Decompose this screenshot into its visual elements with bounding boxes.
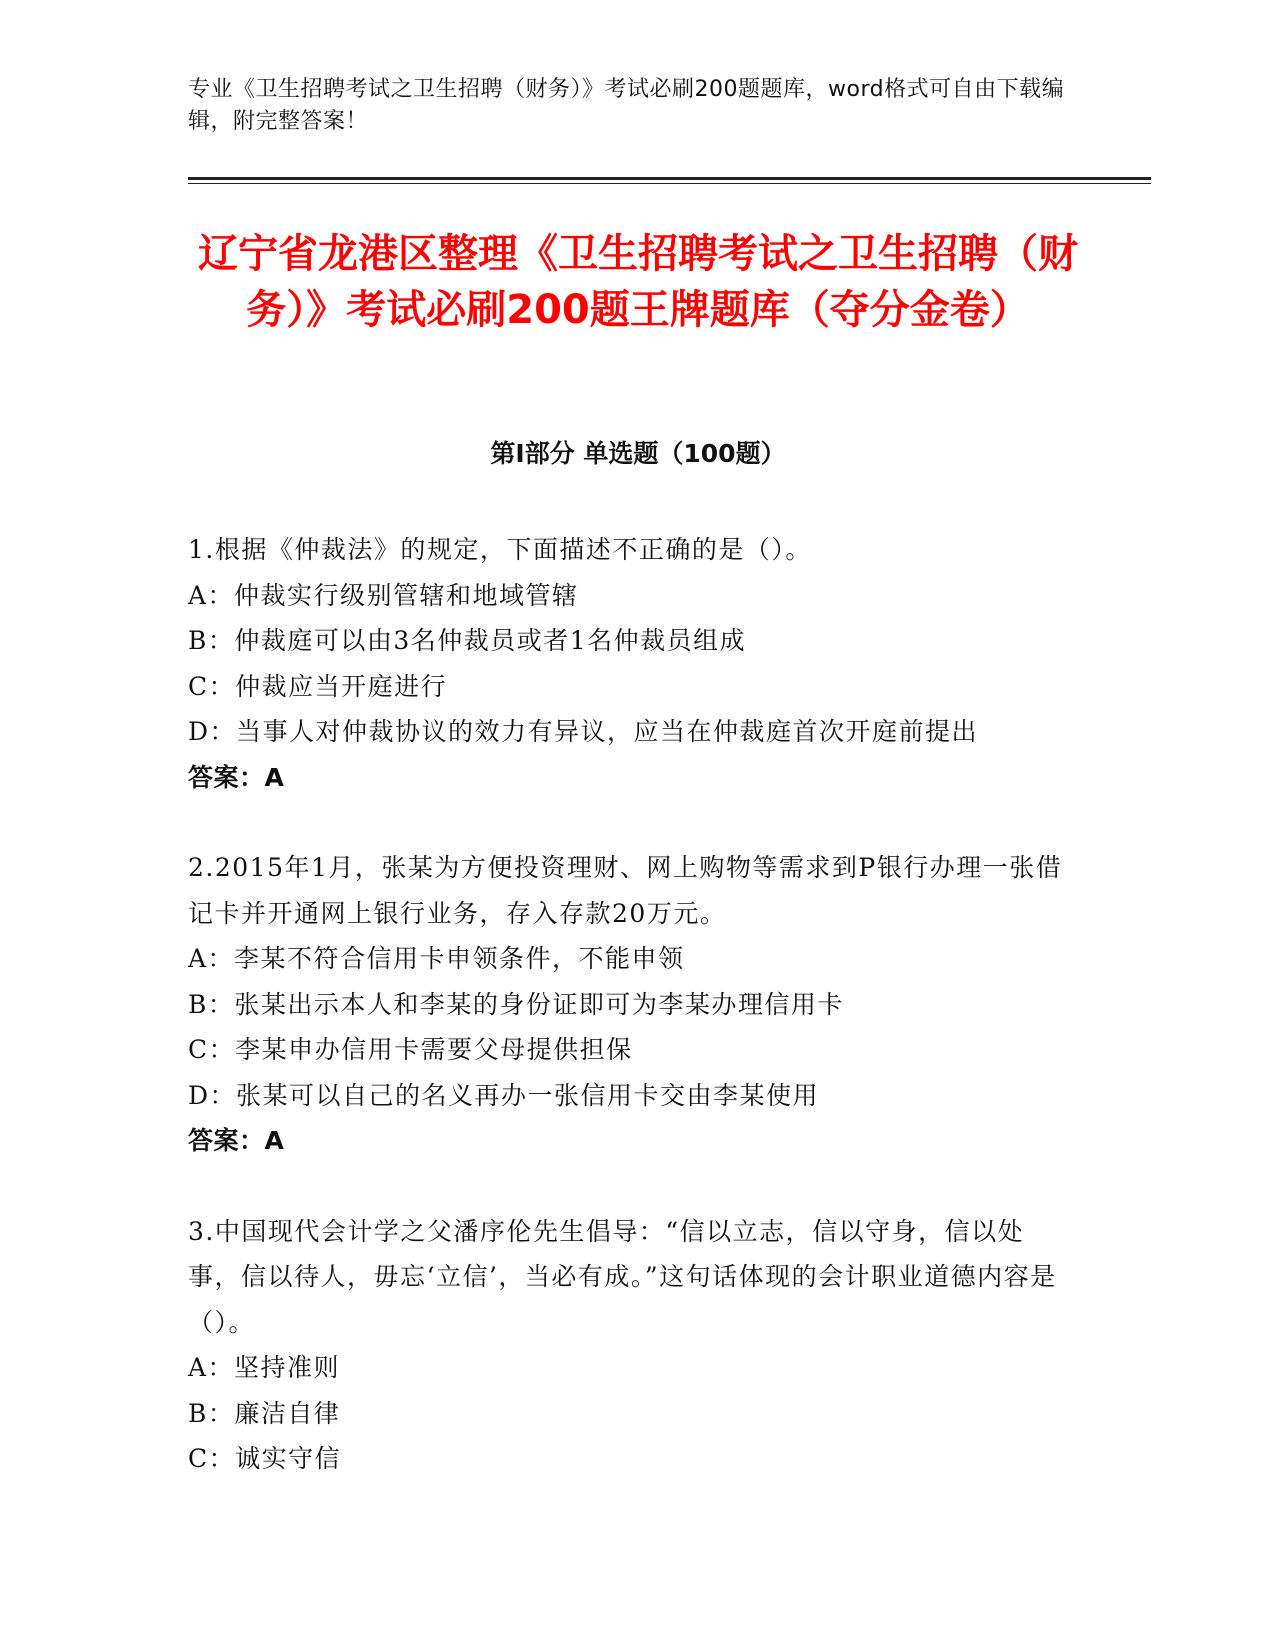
question-stem: 3.中国现代会计学之父潘序伦先生倡导：“信以立志，信以守身，信以处事，信以待人，毋忘‘立信’，当必有成。”这句话体现的会计职业道德内容是（）。 <box>188 1216 1057 1337</box>
header-divider-thin <box>188 183 1151 184</box>
question-3 <box>188 1209 1068 1482</box>
question-1 <box>188 527 1068 800</box>
question-stem: 2.2015年1月，张某为方便投资理财、网上购物等需求到P银行办理一张借记卡并开通网上银行业务，存入存款20万元。 <box>188 853 1063 928</box>
option-d: D：当事人对仲裁协议的效力有异议，应当在仲裁庭首次开庭前提出 <box>188 717 979 746</box>
question-2 <box>188 845 1068 1164</box>
option-c: C：仲裁应当开庭进行 <box>188 671 448 701</box>
section-title: 第I部分 单选题（100题） <box>490 439 786 468</box>
option-a: A：坚持准则 <box>188 1353 341 1382</box>
option-b: B：张某出示本人和李某的身份证即可为李某办理信用卡 <box>188 989 844 1019</box>
header-note: 专业《卫生招聘考试之卫生招聘（财务）》考试必刷200题题库，word格式可自由下载编辑，附完整答案！ <box>188 77 1065 134</box>
option-b: B：仲裁庭可以由3名仲裁员或者1名仲裁员组成 <box>188 626 747 655</box>
answer: 答案：A <box>188 762 285 792</box>
header-divider-thick <box>188 177 1151 180</box>
option-a: A：仲裁实行级别管辖和地域管辖 <box>188 580 579 610</box>
option-c: C：诚实守信 <box>188 1444 342 1473</box>
document-title: 辽宁省龙港区整理《卫生招聘考试之卫生招聘（财务）》考试必刷200题王牌题库（夺分金卷） <box>198 231 1078 333</box>
option-b: B：廉洁自律 <box>188 1398 341 1428</box>
option-a: A：李某不符合信用卡申领条件，不能申领 <box>188 944 685 973</box>
question-list <box>188 527 1068 1527</box>
answer: 答案：A <box>188 1126 285 1155</box>
option-d: D：张某可以自己的名义再办一张信用卡交由李某使用 <box>188 1080 820 1110</box>
option-c: C：李某申办信用卡需要父母提供担保 <box>188 1035 633 1064</box>
question-stem: 1.根据《仲裁法》的规定，下面描述不正确的是（）。 <box>188 535 812 564</box>
